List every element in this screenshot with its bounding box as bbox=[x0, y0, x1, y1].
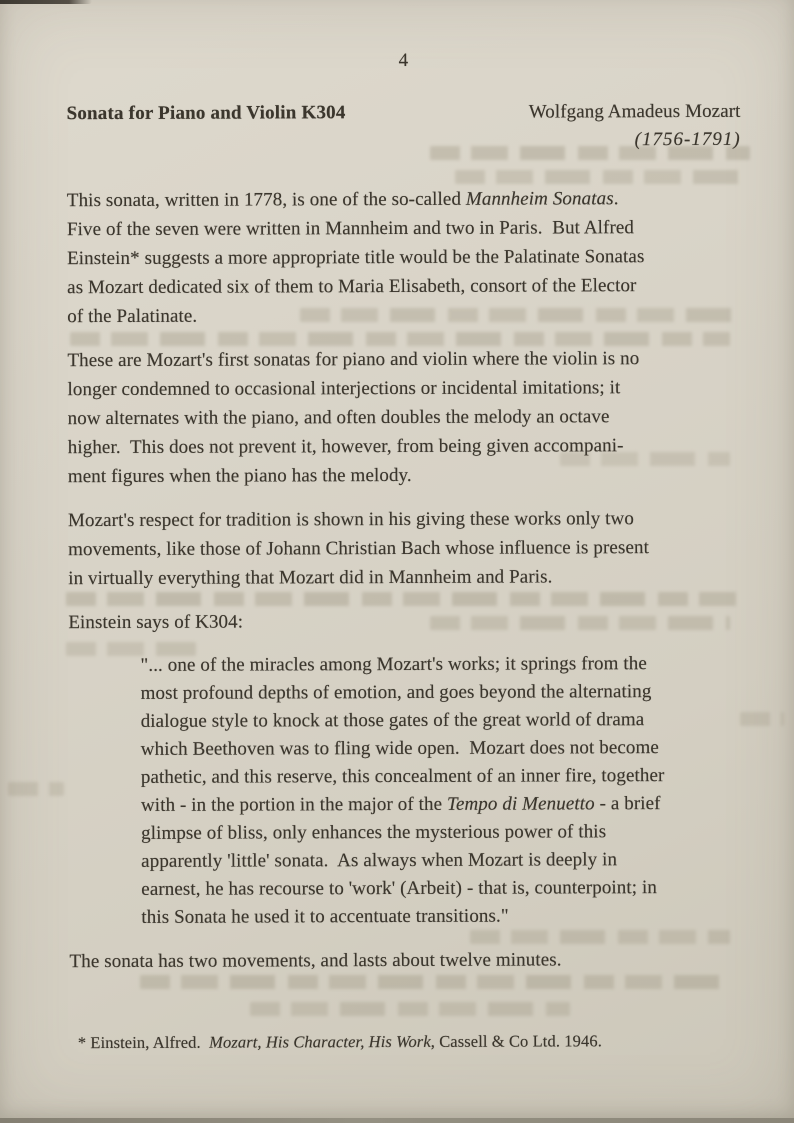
text-line: Einstein says of K304: bbox=[68, 611, 244, 634]
text-line: movements, like those of Johann Christian Bach whose influence is present bbox=[68, 537, 649, 561]
composer-name: Wolfgang Amadeus Mozart bbox=[528, 100, 741, 123]
text-line: higher. This does not prevent it, however, from being given accompani- bbox=[67, 435, 624, 459]
text-line: of the Palatinate. bbox=[67, 305, 198, 328]
text-segment: - a brief bbox=[594, 793, 661, 815]
text-line: Mozart's respect for tradition is shown in his giving these works only two bbox=[67, 508, 634, 532]
closing-line bbox=[69, 945, 743, 976]
text-line bbox=[67, 184, 741, 215]
text-line: dialogue style to knock at those gates of the great world of drama bbox=[140, 709, 645, 732]
italic-text-segment: Mannheim Sonatas bbox=[465, 188, 614, 210]
text-line: now alternates with the piano, and often doubles the melody an octave bbox=[67, 406, 610, 430]
text-line: Five of the seven were written in Mannheim and two in Paris. But Alfred bbox=[66, 217, 635, 241]
text-line: pathetic, and this reserve, this concealment of an inner fire, together bbox=[140, 765, 665, 788]
text-line: this Sonata he used it to accentuate transitions." bbox=[141, 905, 509, 928]
text-line: Einstein* suggests a more appropriate title would be the Palatinate Sonatas bbox=[67, 246, 645, 270]
text-line: as Mozart dedicated six of them to Maria Elisabeth, consort of the Elector bbox=[67, 275, 637, 299]
photo-edge-top-left bbox=[0, 0, 92, 4]
text-segment: , Cassell & Co Ltd. 1946. bbox=[430, 1031, 602, 1051]
document-header bbox=[67, 98, 741, 156]
composer-dates: (1756-1791) bbox=[634, 128, 741, 151]
composer-byline bbox=[529, 98, 741, 155]
text-line bbox=[141, 790, 743, 820]
einstein-quote bbox=[68, 650, 743, 932]
italic-text-segment: Tempo di Menuetto bbox=[446, 793, 595, 815]
footnote-citation bbox=[70, 1030, 744, 1054]
page-edge-shadow bbox=[0, 1118, 794, 1123]
text-line: earnest, he has recourse to 'work' (Arbeit) - that is, counterpoint; in bbox=[141, 877, 658, 900]
text-line: The sonata has two movements, and lasts about twelve minutes. bbox=[69, 949, 562, 973]
text-line: ment figures when the piano has the melody. bbox=[67, 464, 412, 488]
text-segment: This sonata, written in 1778, is one of the so-called bbox=[66, 188, 466, 212]
text-line: apparently 'little' sonata. As always when Mozart is deeply in bbox=[141, 849, 618, 872]
paragraph-2 bbox=[67, 344, 742, 491]
text-line: glimpse of bliss, only enhances the mysterious power of this bbox=[141, 821, 607, 844]
doc-title: Sonata for Piano and Violin K304 bbox=[66, 102, 346, 125]
page-number: 4 bbox=[398, 49, 409, 71]
italic-text-segment: Mozart, His Character, His Work bbox=[209, 1031, 431, 1052]
text-line: in virtually everything that Mozart did in Mannheim and Paris. bbox=[68, 566, 553, 590]
quote-intro bbox=[68, 606, 742, 637]
text-line: "... one of the miracles among Mozart's works; it springs from the bbox=[140, 653, 647, 676]
paragraph-3 bbox=[68, 504, 742, 593]
text-line: which Beethoven was to fling wide open. Mozart does not become bbox=[140, 737, 659, 760]
text-line: longer condemned to occasional interjections or incidental imitations; it bbox=[67, 377, 621, 401]
text-line: These are Mozart's first sonatas for piano and violin where the violin is no bbox=[67, 348, 640, 372]
paragraph-1 bbox=[67, 184, 742, 331]
text-segment: * Einstein, Alfred. bbox=[77, 1032, 210, 1053]
text-segment: . bbox=[613, 188, 619, 210]
text-segment: with - in the portion in the major of the bbox=[140, 793, 448, 816]
text-line: most profound depths of emotion, and goes beyond the alternating bbox=[140, 681, 652, 704]
